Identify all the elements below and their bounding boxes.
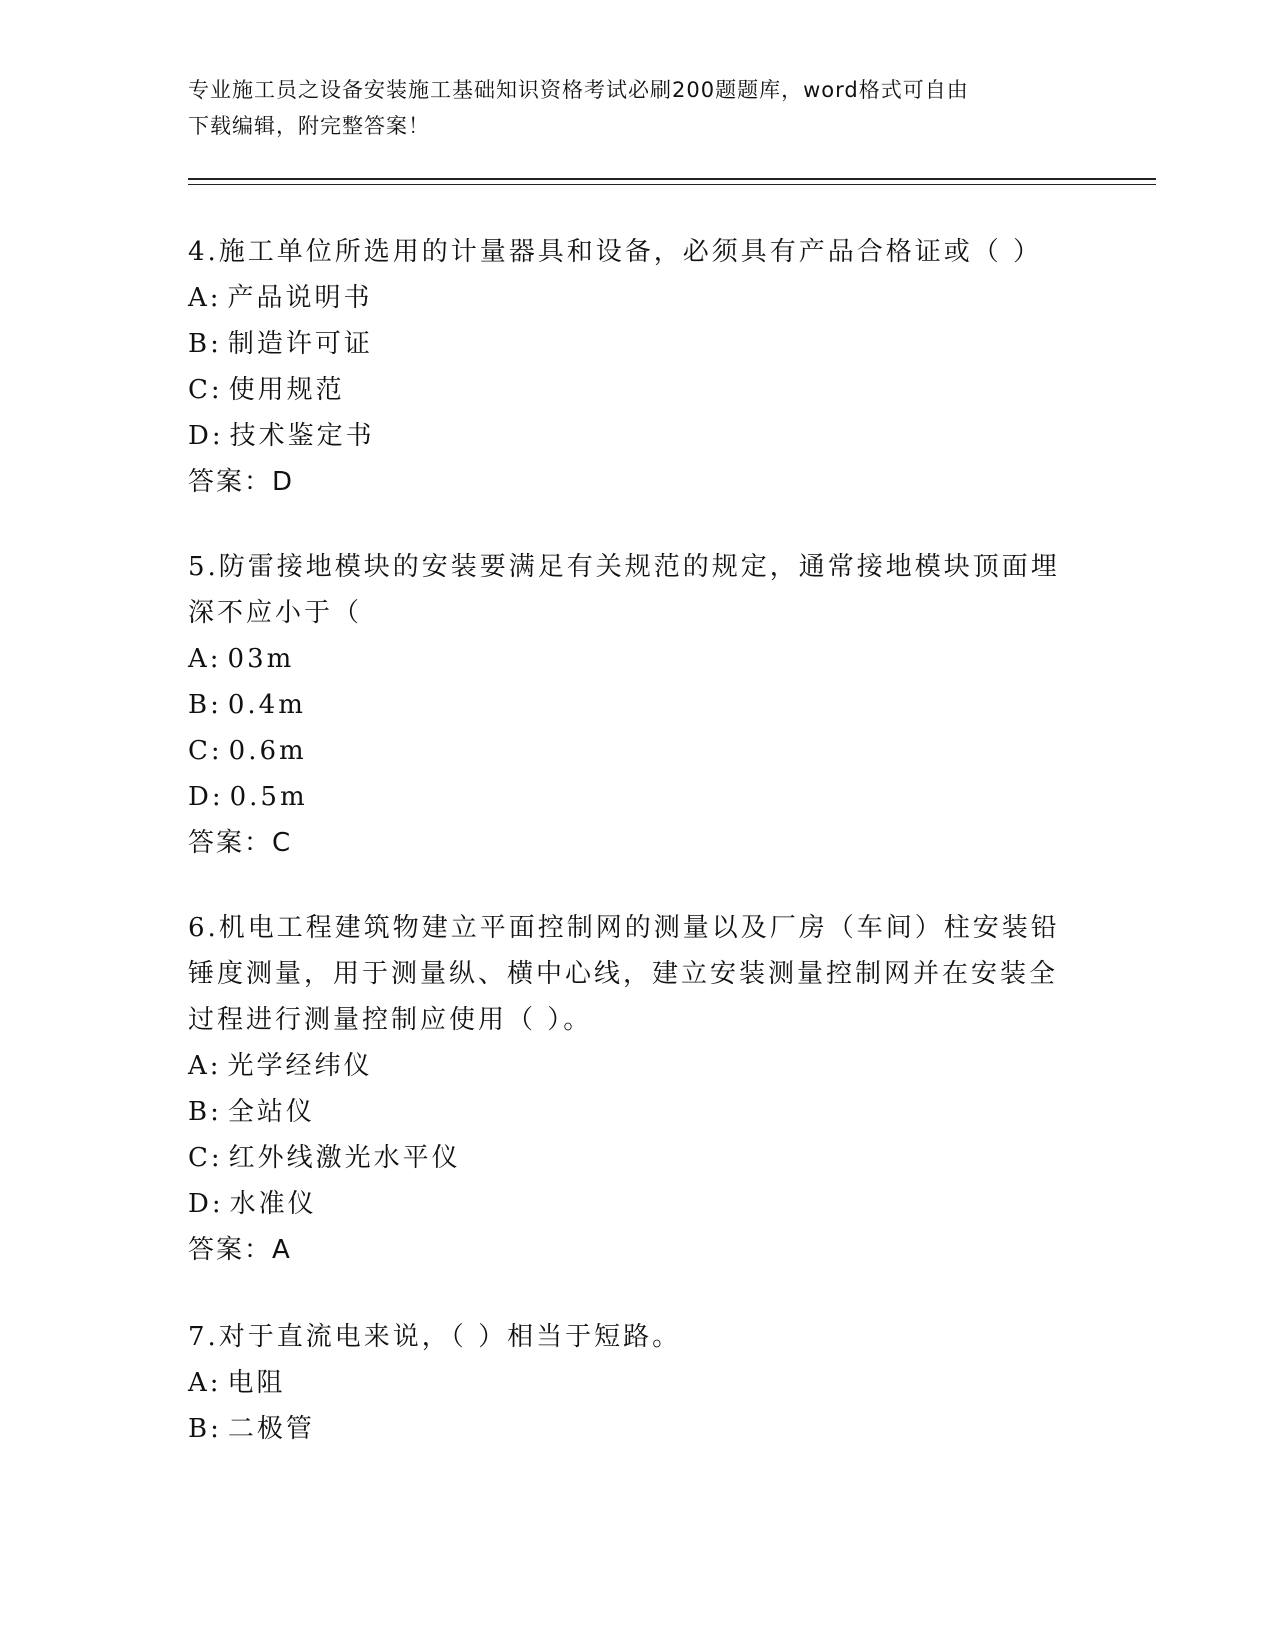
- option-letter: B:: [188, 1097, 222, 1127]
- header-line-1: 专业施工员之设备安装施工基础知识资格考试必刷200题题库，word格式可自由: [188, 78, 969, 102]
- option-letter: D:: [188, 421, 224, 451]
- option-d: [188, 1181, 1068, 1227]
- option-text: 红外线激光水平仪: [228, 1143, 461, 1173]
- option-c: [188, 728, 1068, 774]
- option-text: 技术鉴定书: [229, 421, 375, 451]
- option-letter: A:: [188, 1051, 222, 1081]
- option-text: 03m: [227, 644, 295, 674]
- option-text: 使用规范: [228, 375, 345, 405]
- option-d: [188, 774, 1068, 820]
- option-a: [188, 1360, 1068, 1406]
- question-title-line-3: 过程进行测量控制应使用（ ）。: [188, 1005, 593, 1035]
- option-letter: B:: [188, 690, 222, 720]
- option-letter: C:: [188, 736, 223, 766]
- header-divider-bottom: [188, 184, 1156, 185]
- option-letter: B:: [188, 1414, 222, 1444]
- option-text: 制造许可证: [227, 329, 373, 359]
- answer: 答案：A: [188, 1235, 292, 1265]
- option-b: [188, 1089, 1068, 1135]
- option-letter: C:: [188, 375, 223, 405]
- option-text: 光学经纬仪: [227, 1051, 373, 1081]
- option-text: 0.5m: [229, 782, 308, 812]
- option-letter: D:: [188, 782, 224, 812]
- question-4: [188, 229, 1068, 505]
- option-a: [188, 636, 1068, 682]
- question-title-line-1: 6.机电工程建筑物建立平面控制网的测量以及厂房（车间）柱安装铅: [188, 913, 1060, 943]
- option-letter: B:: [188, 329, 222, 359]
- option-b: [188, 1406, 1068, 1452]
- option-letter: A:: [188, 283, 222, 313]
- header-line-2: 下载编辑，附完整答案！: [188, 114, 430, 138]
- answer: 答案：D: [188, 467, 295, 497]
- document-header: [188, 72, 1088, 144]
- option-c: [188, 1135, 1068, 1181]
- option-b: [188, 682, 1068, 728]
- option-text: 0.6m: [228, 736, 307, 766]
- question-5: [188, 544, 1068, 866]
- question-title-line-2: 锤度测量，用于测量纵、横中心线，建立安装测量控制网并在安装全: [188, 959, 1059, 989]
- question-6: [188, 905, 1068, 1273]
- option-a: [188, 1043, 1068, 1089]
- option-letter: D:: [188, 1189, 224, 1219]
- option-b: [188, 321, 1068, 367]
- question-7: [188, 1314, 1068, 1452]
- option-text: 0.4m: [227, 690, 306, 720]
- question-title: 7.对于直流电来说，（ ）相当于短路。: [188, 1322, 682, 1352]
- option-d: [188, 413, 1068, 459]
- question-title-line-1: 5.防雷接地模块的安装要满足有关规范的规定，通常接地模块顶面埋: [188, 552, 1060, 582]
- option-letter: A:: [188, 644, 222, 674]
- option-text: 二极管: [227, 1414, 315, 1444]
- answer: 答案：C: [188, 828, 293, 858]
- header-divider-top: [188, 178, 1156, 180]
- question-title-line-2: 深不应小于（: [188, 598, 363, 628]
- option-letter: A:: [188, 1368, 222, 1398]
- option-letter: C:: [188, 1143, 223, 1173]
- option-c: [188, 367, 1068, 413]
- option-text: 电阻: [227, 1368, 286, 1398]
- option-text: 水准仪: [229, 1189, 317, 1219]
- option-text: 产品说明书: [227, 283, 373, 313]
- option-a: [188, 275, 1068, 321]
- question-title: 4.施工单位所选用的计量器具和设备，必须具有产品合格证或（ ）: [188, 237, 1043, 267]
- option-text: 全站仪: [227, 1097, 315, 1127]
